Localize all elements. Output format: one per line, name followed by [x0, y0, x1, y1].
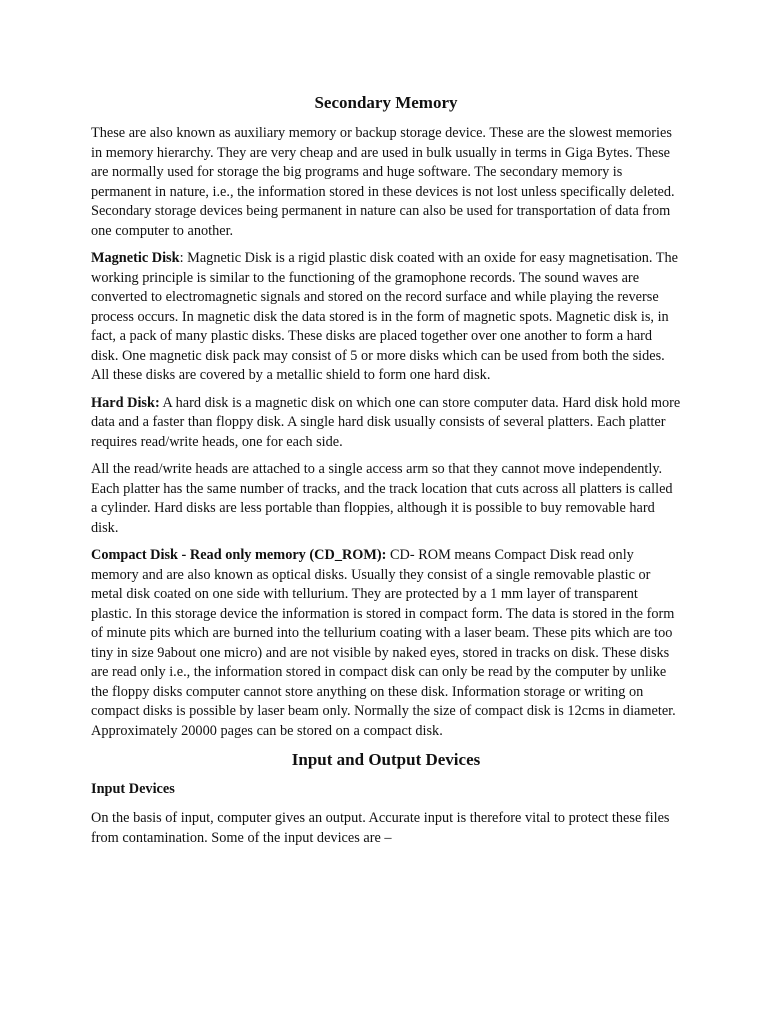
magnetic-disk-paragraph: [91, 249, 681, 386]
secondary-memory-title: Secondary Memory: [314, 93, 458, 112]
input-devices-heading: Input Devices: [91, 781, 175, 797]
magnetic-disk-text: : Magnetic Disk is a rigid plastic disk coated with an oxide for easy magnetisation. The working principle is similar to the functioning of the gramophone records. The sound waves are converted to electromagnetic signals and stored on the record surface and while playing the reverse process occurs. In magnetic disk the data stored is in the form of magnetic spots. Magnetic disk is, in fact, a pack of many plastic disks. These disks are placed together over one another to form a hard disk. One magnetic disk pack may consist of 5 or more disks which can be used from both the sides. All these disks are covered by a metallic shield to form one hard disk.: [91, 250, 678, 383]
compact-disk-term: Compact Disk - Read only memory (CD_ROM):: [91, 547, 387, 563]
input-devices-paragraph: On the basis of input, computer gives an output. Accurate input is therefore vital to protect these files from contamination. Some of the input devices are –: [91, 810, 670, 846]
hard-disk-term: Hard Disk:: [91, 394, 160, 411]
hard-disk-paragraph: [91, 394, 681, 453]
hard-disk-text: A hard disk is a magnetic disk on which one can store computer data. Hard disk hold more data and a faster than floppy disk. A single hard disk usually consists of several platters. Each platter requires read/write heads, one for each side.: [91, 394, 681, 450]
document-body: [91, 92, 681, 856]
magnetic-disk-term: Magnetic Disk: [91, 250, 180, 266]
compact-disk-paragraph: [91, 546, 681, 741]
intro-paragraph: These are also known as auxiliary memory or backup storage device. These are the slowest memories in memory hierarchy. They are very cheap and are used in bulk usually in terms in Giga Bytes. These are normally used for storage the big programs and huge software. The secondary memory is permanent in nature, i.e., the information stored in these devices is not lost unless specifically deleted. Secondary storage devices being permanent in nature can also be used for transportation of data from one computer to another.: [91, 125, 675, 239]
read-write-heads-paragraph: All the read/write heads are attached to a single access arm so that they cannot move independently. Each platter has the same number of tracks, and the track location that cuts across all platters is called a cylinder. Hard disks are less portable than floppies, although it is possible to buy removable hard disk.: [91, 461, 673, 536]
input-output-devices-title: Input and Output Devices: [291, 750, 481, 769]
compact-disk-text: CD- ROM means Compact Disk read only memory and are also known as optical disks. Usually they consist of a single removable plastic or metal disk coated on one side with tellurium. They are protected by a 1 mm layer of transparent plastic. In this storage device the information is stored in compact form. The data is stored in the form of minute pits which are burned into the tellurium coating with a laser beam. These pits which are too tiny in size 9about one micro) and are not visible by naked eyes, stored in tracks on disk. These disks are read only i.e., the information stored in compact disk can only be read by the computer by unlike the floppy disks computer cannot store anything on these disk. Information storage or writing on compact disks is possible by laser beam only. Normally the size of compact disk is 12cms in diameter. Approximately 20000 pages can be stored on a compact disk.: [91, 547, 676, 739]
